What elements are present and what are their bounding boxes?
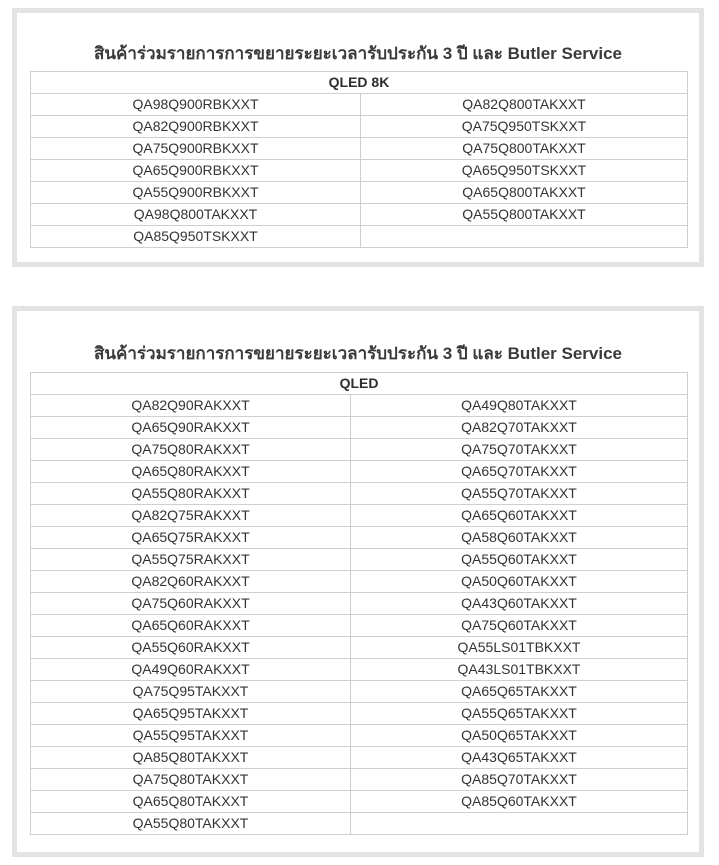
model-code-cell: QA65Q95TAKXXT bbox=[31, 703, 351, 725]
model-code-cell: QA49Q80TAKXXT bbox=[351, 395, 688, 417]
table-row bbox=[31, 593, 688, 615]
model-code-cell: QA55LS01TBKXXT bbox=[351, 637, 688, 659]
table-row bbox=[31, 571, 688, 593]
table-row bbox=[31, 769, 688, 791]
model-code-cell: QA75Q80TAKXXT bbox=[31, 769, 351, 791]
model-code-cell: QA55Q800TAKXXT bbox=[361, 204, 688, 226]
table-row bbox=[31, 637, 688, 659]
model-code-cell: QA55Q900RBKXXT bbox=[31, 182, 361, 204]
model-code-cell: QA75Q95TAKXXT bbox=[31, 681, 351, 703]
model-code-cell: QA55Q60TAKXXT bbox=[351, 549, 688, 571]
model-code-cell: QA65Q65TAKXXT bbox=[351, 681, 688, 703]
model-code-cell: QA82Q800TAKXXT bbox=[361, 94, 688, 116]
table-row bbox=[31, 204, 688, 226]
model-code-cell: QA50Q65TAKXXT bbox=[351, 725, 688, 747]
table-row bbox=[31, 226, 688, 248]
model-code-cell: QA65Q75RAKXXT bbox=[31, 527, 351, 549]
model-code-cell: QA75Q800TAKXXT bbox=[361, 138, 688, 160]
model-code-cell: QA43LS01TBKXXT bbox=[351, 659, 688, 681]
model-code-cell: QA65Q70TAKXXT bbox=[351, 461, 688, 483]
model-code-cell: QA65Q80TAKXXT bbox=[31, 791, 351, 813]
model-code-cell: QA65Q60TAKXXT bbox=[351, 505, 688, 527]
table-row bbox=[31, 395, 688, 417]
model-code-cell: QA85Q60TAKXXT bbox=[351, 791, 688, 813]
model-code-cell: QA75Q60RAKXXT bbox=[31, 593, 351, 615]
model-code-cell: QA82Q70TAKXXT bbox=[351, 417, 688, 439]
model-code-cell: QA75Q80RAKXXT bbox=[31, 439, 351, 461]
model-code-cell: QA98Q800TAKXXT bbox=[31, 204, 361, 226]
model-code-cell: QA55Q80RAKXXT bbox=[31, 483, 351, 505]
model-code-cell bbox=[351, 813, 688, 835]
table-row bbox=[31, 703, 688, 725]
model-code-cell: QA82Q60RAKXXT bbox=[31, 571, 351, 593]
table-row bbox=[31, 417, 688, 439]
model-code-cell: QA85Q80TAKXXT bbox=[31, 747, 351, 769]
model-code-cell: QA43Q65TAKXXT bbox=[351, 747, 688, 769]
model-code-cell: QA65Q80RAKXXT bbox=[31, 461, 351, 483]
table-header-row bbox=[31, 373, 688, 395]
table-row bbox=[31, 681, 688, 703]
model-code-cell: QA85Q70TAKXXT bbox=[351, 769, 688, 791]
table-row bbox=[31, 138, 688, 160]
model-code-cell: QA75Q60TAKXXT bbox=[351, 615, 688, 637]
model-code-cell: QA98Q900RBKXXT bbox=[31, 94, 361, 116]
table-row bbox=[31, 94, 688, 116]
model-code-cell: QA75Q70TAKXXT bbox=[351, 439, 688, 461]
table-row bbox=[31, 505, 688, 527]
table-row bbox=[31, 461, 688, 483]
table-row bbox=[31, 527, 688, 549]
model-code-cell: QA55Q70TAKXXT bbox=[351, 483, 688, 505]
model-code-cell: QA85Q950TSKXXT bbox=[31, 226, 361, 248]
table-header-row bbox=[31, 72, 688, 94]
table-row bbox=[31, 182, 688, 204]
model-code-cell: QA58Q60TAKXXT bbox=[351, 527, 688, 549]
model-code-cell: QA65Q90RAKXXT bbox=[31, 417, 351, 439]
table-row bbox=[31, 483, 688, 505]
table-row bbox=[31, 659, 688, 681]
table-row bbox=[31, 813, 688, 835]
model-code-cell: QA55Q95TAKXXT bbox=[31, 725, 351, 747]
table-row bbox=[31, 791, 688, 813]
model-code-cell: QA43Q60TAKXXT bbox=[351, 593, 688, 615]
model-code-cell: QA65Q60RAKXXT bbox=[31, 615, 351, 637]
model-code-cell: QA49Q60RAKXXT bbox=[31, 659, 351, 681]
qled-8k-panel bbox=[12, 8, 704, 267]
table-row bbox=[31, 116, 688, 138]
model-code-cell: QA82Q90RAKXXT bbox=[31, 395, 351, 417]
model-code-cell: QA55Q65TAKXXT bbox=[351, 703, 688, 725]
model-code-cell: QA65Q800TAKXXT bbox=[361, 182, 688, 204]
table-row bbox=[31, 549, 688, 571]
model-code-cell: QA55Q80TAKXXT bbox=[31, 813, 351, 835]
panel-title: สินค้าร่วมรายการการขยายระยะเวลารับประกัน 3 ปี และ Butler Service bbox=[93, 44, 622, 63]
category-header: QLED 8K bbox=[31, 72, 688, 94]
panel-title: สินค้าร่วมรายการการขยายระยะเวลารับประกัน 3 ปี และ Butler Service bbox=[93, 344, 622, 363]
model-code-cell: QA75Q900RBKXXT bbox=[31, 138, 361, 160]
model-code-cell bbox=[361, 226, 688, 248]
category-header: QLED bbox=[31, 373, 688, 395]
table-row bbox=[31, 160, 688, 182]
model-code-cell: QA65Q950TSKXXT bbox=[361, 160, 688, 182]
model-code-cell: QA55Q60RAKXXT bbox=[31, 637, 351, 659]
model-code-cell: QA82Q75RAKXXT bbox=[31, 505, 351, 527]
qled-8k-model-table bbox=[30, 71, 688, 248]
qled-model-table bbox=[30, 372, 688, 835]
model-code-cell: QA50Q60TAKXXT bbox=[351, 571, 688, 593]
model-code-cell: QA65Q900RBKXXT bbox=[31, 160, 361, 182]
model-code-cell: QA75Q950TSKXXT bbox=[361, 116, 688, 138]
table-row bbox=[31, 439, 688, 461]
qled-panel bbox=[12, 306, 704, 857]
table-row bbox=[31, 725, 688, 747]
model-code-cell: QA55Q75RAKXXT bbox=[31, 549, 351, 571]
table-row bbox=[31, 747, 688, 769]
table-row bbox=[31, 615, 688, 637]
model-code-cell: QA82Q900RBKXXT bbox=[31, 116, 361, 138]
